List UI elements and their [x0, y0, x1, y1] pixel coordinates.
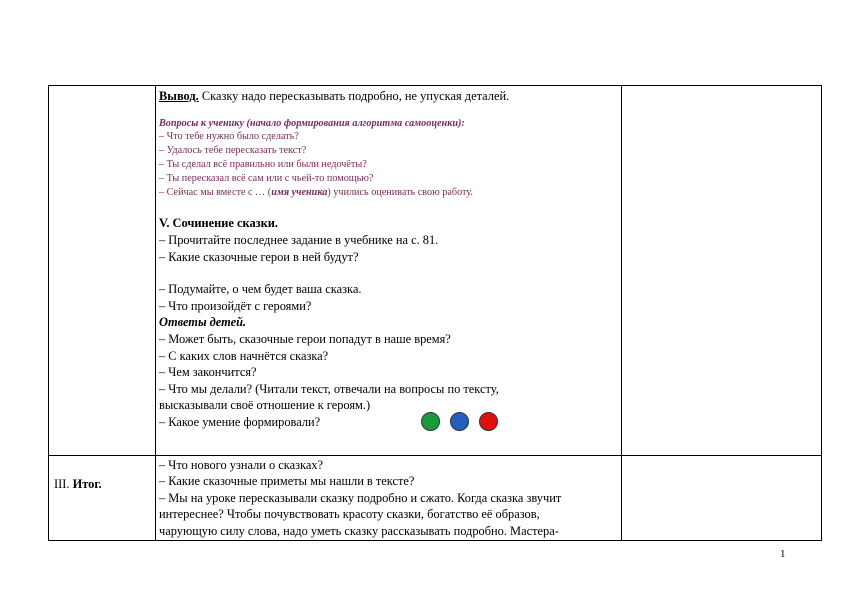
text-line: – Какое умение формировали? — [159, 414, 321, 429]
question-item-last — [159, 186, 621, 200]
questions-title: Вопросы к ученику (начало формирования алгоритма самооценки): — [159, 117, 465, 129]
skill-line — [159, 414, 621, 431]
conclusion-line — [159, 88, 621, 105]
text-line: – Чем закончится? — [159, 365, 257, 380]
stage-label — [49, 456, 155, 492]
question-part: ) учились оценивать свою работу. — [327, 186, 473, 198]
text-line: – Что нового узнали о сказках? — [159, 458, 324, 472]
question-item: – Что тебе нужно было сделать? — [159, 131, 299, 143]
content-cell — [156, 456, 622, 541]
text-line: – С каких слов начнётся сказка? — [159, 348, 329, 363]
table-row — [49, 456, 822, 541]
answers-label: Ответы детей. — [159, 315, 247, 330]
text-line: высказывали своё отношение к героям.) — [159, 398, 371, 413]
text-line: – Подумайте, о чем будет ваша сказка. — [159, 282, 362, 297]
blue-circle-icon — [450, 412, 469, 431]
notes-cell-empty — [622, 456, 822, 541]
stage-cell — [49, 456, 156, 541]
green-circle-icon — [421, 412, 440, 431]
question-item: – Ты пересказал всё сам или с чьей-то помощью? — [159, 172, 374, 184]
student-name-placeholder: имя ученика — [271, 186, 328, 198]
text-line: – Какие сказочные приметы мы нашли в тексте? — [159, 474, 415, 489]
conclusion-label: Вывод. — [159, 89, 199, 103]
question-item: – Удалось тебе пересказать текст? — [159, 145, 307, 157]
stage-title: Итог. — [72, 477, 102, 491]
text-line: – Прочитайте последнее задание в учебнике на с. 81. — [159, 232, 439, 247]
table-row — [49, 86, 822, 456]
text-line: – Мы на уроке пересказывали сказку подробно и сжато. Когда сказка звучит — [159, 490, 562, 505]
content-cell — [156, 86, 622, 456]
page-number: 1 — [780, 548, 786, 560]
text-line: – Что мы делали? (Читали текст, отвечали на вопросы по тексту, — [159, 381, 499, 396]
text-line: – Что произойдёт с героями? — [159, 298, 312, 313]
question-item: – Ты сделал всё правильно или были недочёты? — [159, 158, 367, 170]
text-line: интереснее? Чтобы почувствовать красоту сказки, богатство её образов, — [159, 507, 540, 522]
conclusion-text: Сказку надо пересказывать подробно, не упуская деталей. — [198, 89, 510, 103]
self-assessment-questions — [159, 117, 621, 200]
stage-number: III. — [54, 477, 73, 491]
lesson-table — [48, 85, 822, 541]
stage-cell-empty — [49, 86, 156, 456]
notes-cell-empty — [622, 86, 822, 456]
red-circle-icon — [479, 412, 498, 431]
text-line: чарующую силу слова, надо уметь сказку рассказывать подробно. Мастера- — [159, 523, 559, 538]
section-heading: V. Сочинение сказки. — [159, 216, 279, 231]
text-line: – Какие сказочные герои в ней будут? — [159, 249, 359, 264]
text-line: – Может быть, сказочные герои попадут в наше время? — [159, 331, 451, 346]
self-assessment-circles — [421, 412, 508, 431]
question-part: – Сейчас мы вместе с … ( — [159, 186, 272, 198]
